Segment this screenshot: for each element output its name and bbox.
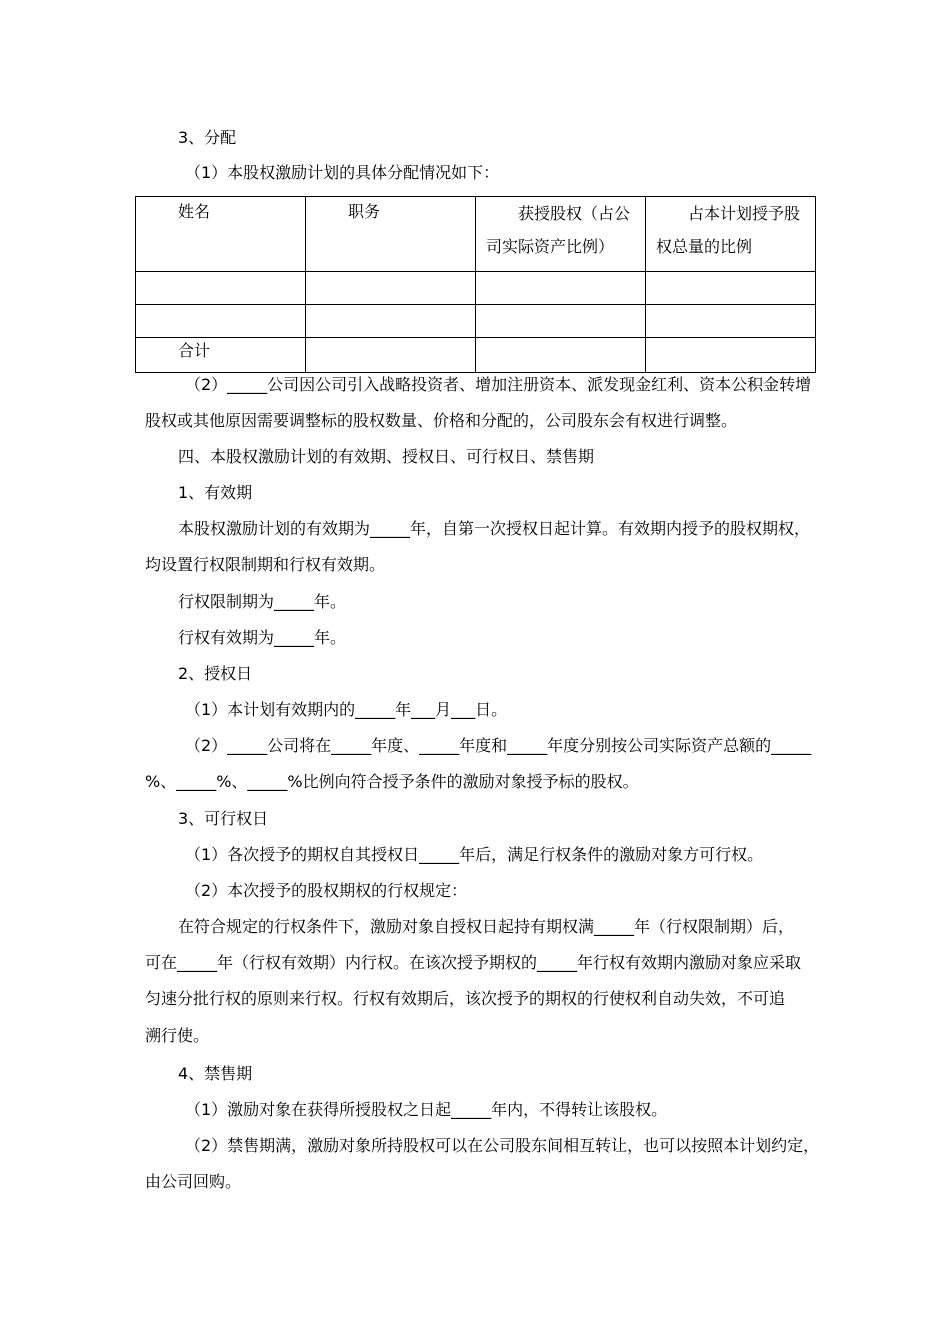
table-cell bbox=[306, 272, 476, 305]
validity-heading: 1、有效期 bbox=[178, 483, 253, 502]
exercise-para-line1: 在符合规定的行权条件下，激励对象自授权日起持有期权满_____年（行权限制期）后， bbox=[178, 917, 795, 936]
total-label: 合计 bbox=[136, 338, 306, 373]
table-cell bbox=[306, 338, 476, 373]
validity-para-line1: 本股权激励计划的有效期为_____年，自第一次授权日起计算。有效期内授予的股权期权， bbox=[178, 519, 811, 538]
section-four-heading: 四、本股权激励计划的有效期、授权日、可行权日、禁售期 bbox=[178, 447, 595, 466]
header-grant-ratio: 占本计划授予股 权总量的比例 bbox=[646, 197, 816, 272]
table-row bbox=[136, 305, 816, 338]
distribution-table bbox=[135, 196, 816, 373]
table-cell bbox=[476, 272, 646, 305]
exercise-para-line2: 可在_____年（行权有效期）内行权。在该次授予期权的_____年行权有效期内激励对象应采取 bbox=[145, 953, 802, 972]
validity-effective: 行权有效期为_____年。 bbox=[178, 628, 347, 647]
table-row bbox=[136, 272, 816, 305]
table-cell bbox=[646, 338, 816, 373]
grant-date-heading: 2、授权日 bbox=[178, 664, 253, 683]
grant-date-item-1: （1）本计划有效期内的_____年___月___日。 bbox=[185, 700, 508, 719]
table-header-row bbox=[136, 197, 816, 272]
table-cell bbox=[476, 305, 646, 338]
lockup-item-2-line2: 由公司回购。 bbox=[145, 1172, 242, 1191]
lockup-item-2-line1: （2）禁售期满，激励对象所持股权可以在公司股东间相互转让，也可以按照本计划约定， bbox=[185, 1136, 820, 1155]
table-total-row bbox=[136, 338, 816, 373]
exercise-date-item-1: （1）各次授予的期权自其授权日_____年后，满足行权条件的激励对象方可行权。 bbox=[185, 845, 764, 864]
table-cell bbox=[136, 305, 306, 338]
table-cell bbox=[476, 338, 646, 373]
section-distribution-heading: 3、分配 bbox=[178, 128, 237, 147]
table-cell bbox=[306, 305, 476, 338]
validity-restrict: 行权限制期为_____年。 bbox=[178, 592, 347, 611]
grant-date-item-2-line1: （2）_____公司将在_____年度、_____年度和_____年度分别按公司实际资产总额的_____ bbox=[185, 736, 812, 755]
header-granted-equity: 获授股权（占公 司实际资产比例） bbox=[476, 197, 646, 272]
table-cell bbox=[646, 272, 816, 305]
exercise-date-item-2: （2）本次授予的股权期权的行权规定： bbox=[185, 881, 468, 900]
exercise-date-heading: 3、可行权日 bbox=[178, 809, 269, 828]
validity-para-line2: 均设置行权限制期和行权有效期。 bbox=[145, 555, 386, 574]
distribution-item-2-line1: （2）_____公司因公司引入战略投资者、增加注册资本、派发现金红利、资本公积金转增 bbox=[185, 375, 812, 394]
header-name: 姓名 bbox=[136, 197, 306, 272]
table-cell bbox=[136, 272, 306, 305]
distribution-item-2-line2: 股权或其他原因需要调整标的股权数量、价格和分配的，公司股东会有权进行调整。 bbox=[145, 411, 738, 430]
header-position: 职务 bbox=[306, 197, 476, 272]
exercise-para-line3: 匀速分批行权的原则来行权。行权有效期后，该次授予的期权的行使权利自动失效，不可追 bbox=[145, 989, 786, 1008]
lockup-heading: 4、禁售期 bbox=[178, 1064, 253, 1083]
table-cell bbox=[646, 305, 816, 338]
lockup-item-1: （1）激励对象在获得所授股权之日起_____年内，不得转让该股权。 bbox=[185, 1100, 668, 1119]
distribution-item-1: （1）本股权激励计划的具体分配情况如下： bbox=[185, 163, 500, 182]
exercise-para-line4: 溯行使。 bbox=[145, 1026, 210, 1045]
grant-date-item-2-line2: %、_____%、_____%比例向符合授予条件的激励对象授予标的股权。 bbox=[145, 772, 639, 791]
